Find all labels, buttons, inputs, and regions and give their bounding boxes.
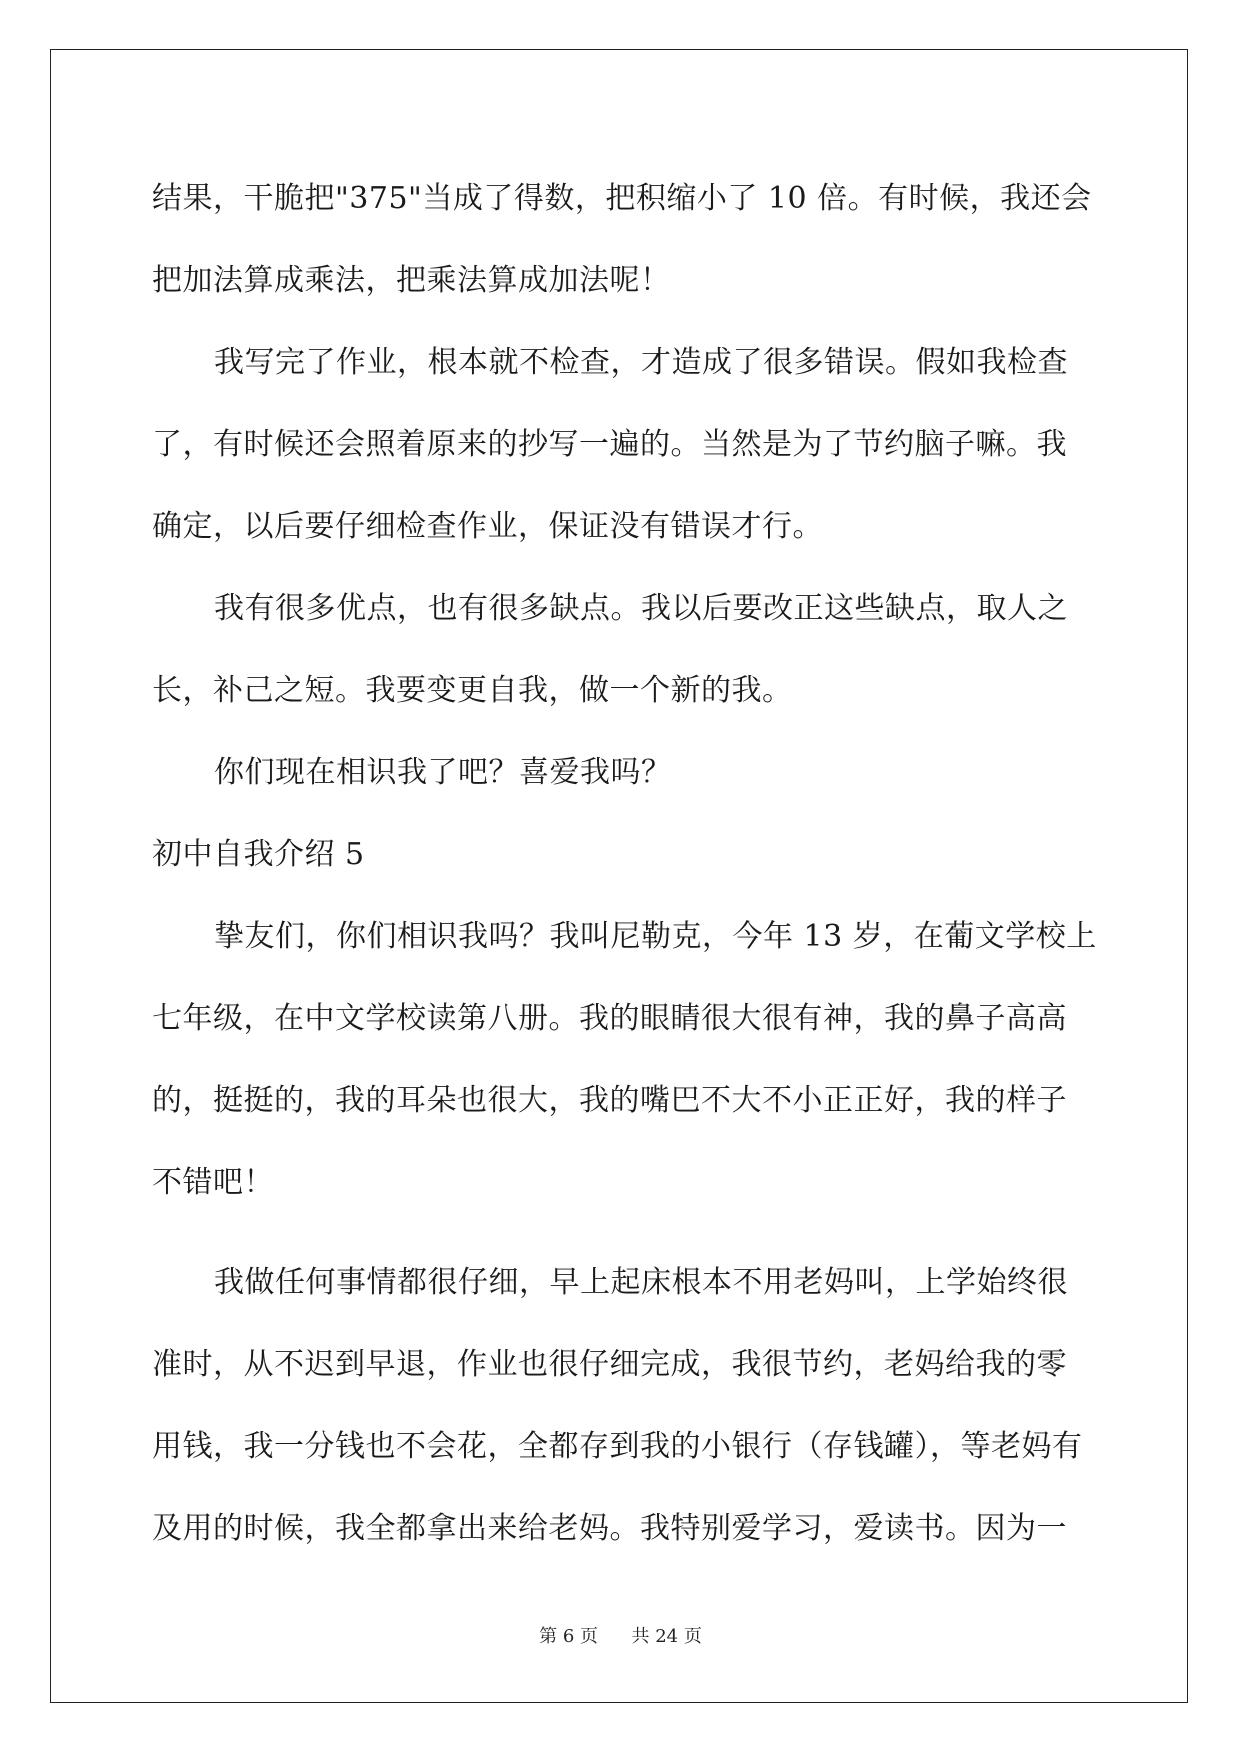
paragraph-start-line: 我做任何事情都很仔细，早上起床根本不用老妈叫，上学始终很: [214, 1265, 1068, 1300]
text-line: 用钱，我一分钱也不会花，全都存到我的小银行（存钱罐），等老妈有: [152, 1429, 1083, 1464]
text-line: 的，挺挺的，我的耳朵也很大，我的嘴巴不大不小正正好，我的样子: [152, 1083, 1067, 1118]
paragraph-start-line: 我写完了作业，根本就不检查，才造成了很多错误。假如我检查: [214, 345, 1068, 380]
text-line: 七年级，在中文学校读第八册。我的眼睛很大很有神，我的鼻子高高: [152, 1001, 1067, 1036]
text-line: 及用的时候，我全都拿出来给老妈。我特别爱学习，爱读书。因为一: [152, 1511, 1067, 1546]
text-line: 结果，干脆把"375"当成了得数，把积缩小了 10 倍。有时候，我还会: [152, 181, 1092, 216]
page-footer: [0, 1622, 1241, 1648]
page-number: 第 6 页: [539, 1626, 599, 1647]
text-line: 准时，从不迟到早退，作业也很仔细完成，我很节约，老妈给我的零: [152, 1347, 1067, 1382]
section-heading: 初中自我介绍 5: [152, 837, 365, 872]
page-total: 共 24 页: [631, 1626, 702, 1647]
text-line: 确定，以后要仔细检查作业，保证没有错误才行。: [152, 509, 823, 544]
paragraph-start-line: 你们现在相识我了吧？喜爱我吗？: [214, 755, 672, 790]
text-line: 把加法算成乘法，把乘法算成加法呢！: [152, 263, 671, 298]
document-body: [152, 158, 1097, 1570]
paragraph-start-line: 挚友们，你们相识我吗？我叫尼勒克，今年 13 岁，在葡文学校上: [214, 919, 1097, 954]
text-line: 长，补己之短。我要变更自我，做一个新的我。: [152, 673, 793, 708]
text-line: 了，有时候还会照着原来的抄写一遍的。当然是为了节约脑子嘛。我: [152, 427, 1067, 462]
paragraph-start-line: 我有很多优点，也有很多缺点。我以后要改正这些缺点，取人之: [214, 591, 1068, 626]
text-line: 不错吧！: [152, 1165, 274, 1200]
